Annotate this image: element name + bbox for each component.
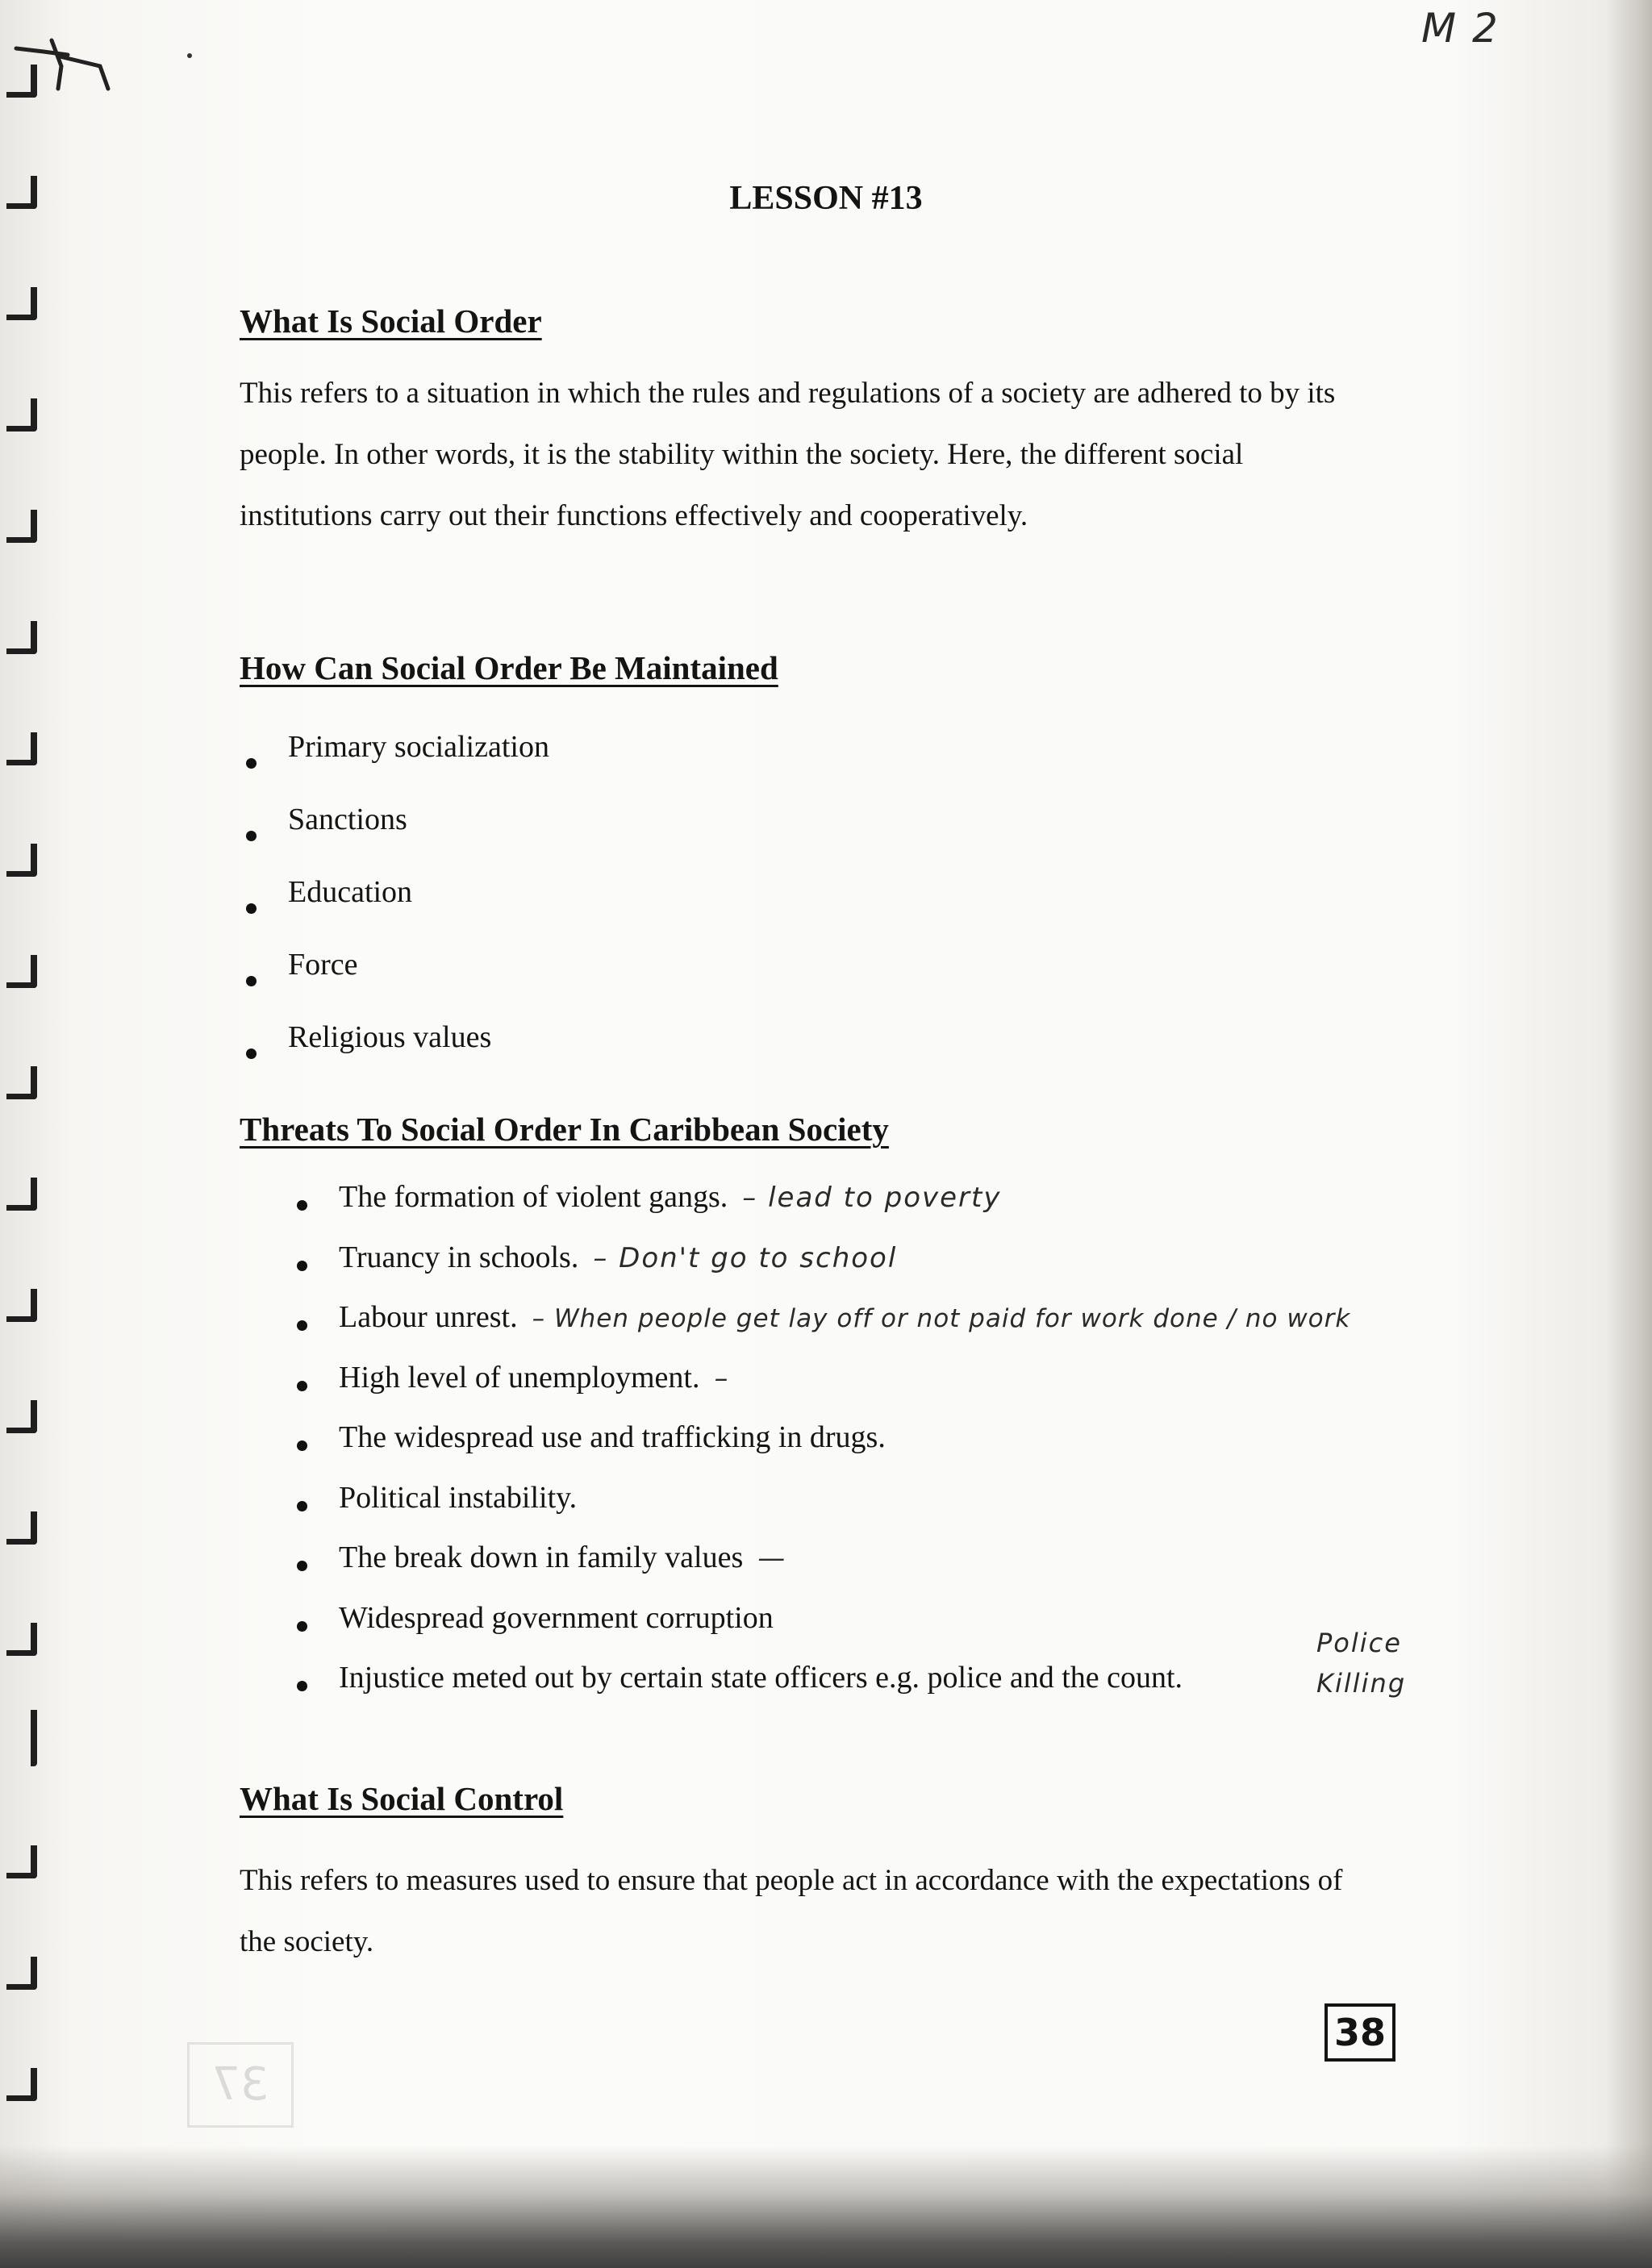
list-item: Injustice meted out by certain state officers e.g. police and the count. [339,1653,1350,1714]
lesson-title: LESSON #13 [729,180,923,217]
bullet-icon [246,976,257,986]
binding-ring [6,398,37,432]
handwritten-note: – Don't go to school [593,1241,898,1274]
list-item: High level of unemployment. – [339,1353,1350,1414]
bullet-icon [246,1049,257,1059]
social-control-definition: This refers to measures used to ensure that people act in accordance with the expectations of the society. [240,1864,1343,1958]
corner-handwritten-mark: M 2 [1421,5,1500,52]
threats-list [339,1173,1350,1714]
bullet-icon [297,1561,307,1571]
heading-what-is-social-order: What Is Social Order [240,302,542,340]
bullet-icon [297,1261,307,1271]
stray-dot [187,53,192,58]
binding-ring [6,287,37,320]
list-item: The formation of violent gangs. – lead to poverty [339,1173,1350,1233]
binding-ring [6,1710,37,1766]
bullet-icon [297,1681,307,1691]
binding-ring [6,621,37,654]
binding-ring [6,1623,37,1656]
list-item: Religious values [288,1015,549,1087]
spiral-binding [0,48,56,2113]
pen-scribble-icon [11,24,116,105]
social-order-definition: This refers to a situation in which the rules and regulations of a society are adhered to by its people. In other words, it is the stability within the society. Here, the different social institutions carry out their functions effectively and cooperatively. [240,377,1336,532]
bullet-icon [246,903,257,914]
list-item: The break down in family values — [339,1533,1350,1594]
binding-ring [6,1289,37,1322]
list-item: Political instability. [339,1474,1350,1534]
heading-what-is-social-control: What Is Social Control [240,1780,564,1817]
binding-ring [6,2068,37,2101]
binding-ring [6,1845,37,1878]
binding-ring [6,955,37,988]
binding-ring [6,1511,37,1545]
list-item: Education [288,869,549,942]
binding-ring [6,1400,37,1433]
list-item: Truancy in schools. – Don't go to school [339,1233,1350,1294]
binding-ring [6,732,37,765]
handwritten-note: – [714,1361,730,1395]
binding-ring [6,1178,37,1211]
bullet-icon [297,1501,307,1511]
binding-ring [6,844,37,877]
bullet-icon [297,1621,307,1632]
bleed-through-page-number: 37 [187,2042,294,2128]
list-item: The widespread use and trafficking in drugs. [339,1413,1350,1474]
handwritten-side-note: Police Killing [1316,1628,1407,1699]
bullet-icon [246,831,257,841]
handwritten-note: — [757,1542,787,1574]
handwritten-note: – When people get lay off or not paid for work done / no work [532,1304,1351,1333]
list-item: Force [288,942,549,1015]
binding-ring [6,510,37,543]
list-item: Sanctions [288,797,549,869]
heading-threats: Threats To Social Order In Caribbean Society [240,1111,889,1148]
bullet-icon [297,1320,307,1331]
maintain-methods-list [288,724,549,1087]
binding-ring [6,1066,37,1099]
list-item: Labour unrest. – When people get lay off or not paid for work done / no work [339,1293,1350,1353]
binding-ring [6,1957,37,1990]
scan-shadow [0,2145,1652,2268]
list-item: Widespread government corruption [339,1594,1350,1654]
bullet-icon [297,1381,307,1391]
heading-how-maintained: How Can Social Order Be Maintained [240,649,778,686]
bullet-icon [246,758,257,769]
handwritten-note: – lead to poverty [742,1182,1002,1214]
bullet-icon [297,1440,307,1451]
page-number: 38 [1325,2003,1395,2062]
list-item: Primary socialization [288,724,549,797]
bullet-icon [297,1200,307,1211]
